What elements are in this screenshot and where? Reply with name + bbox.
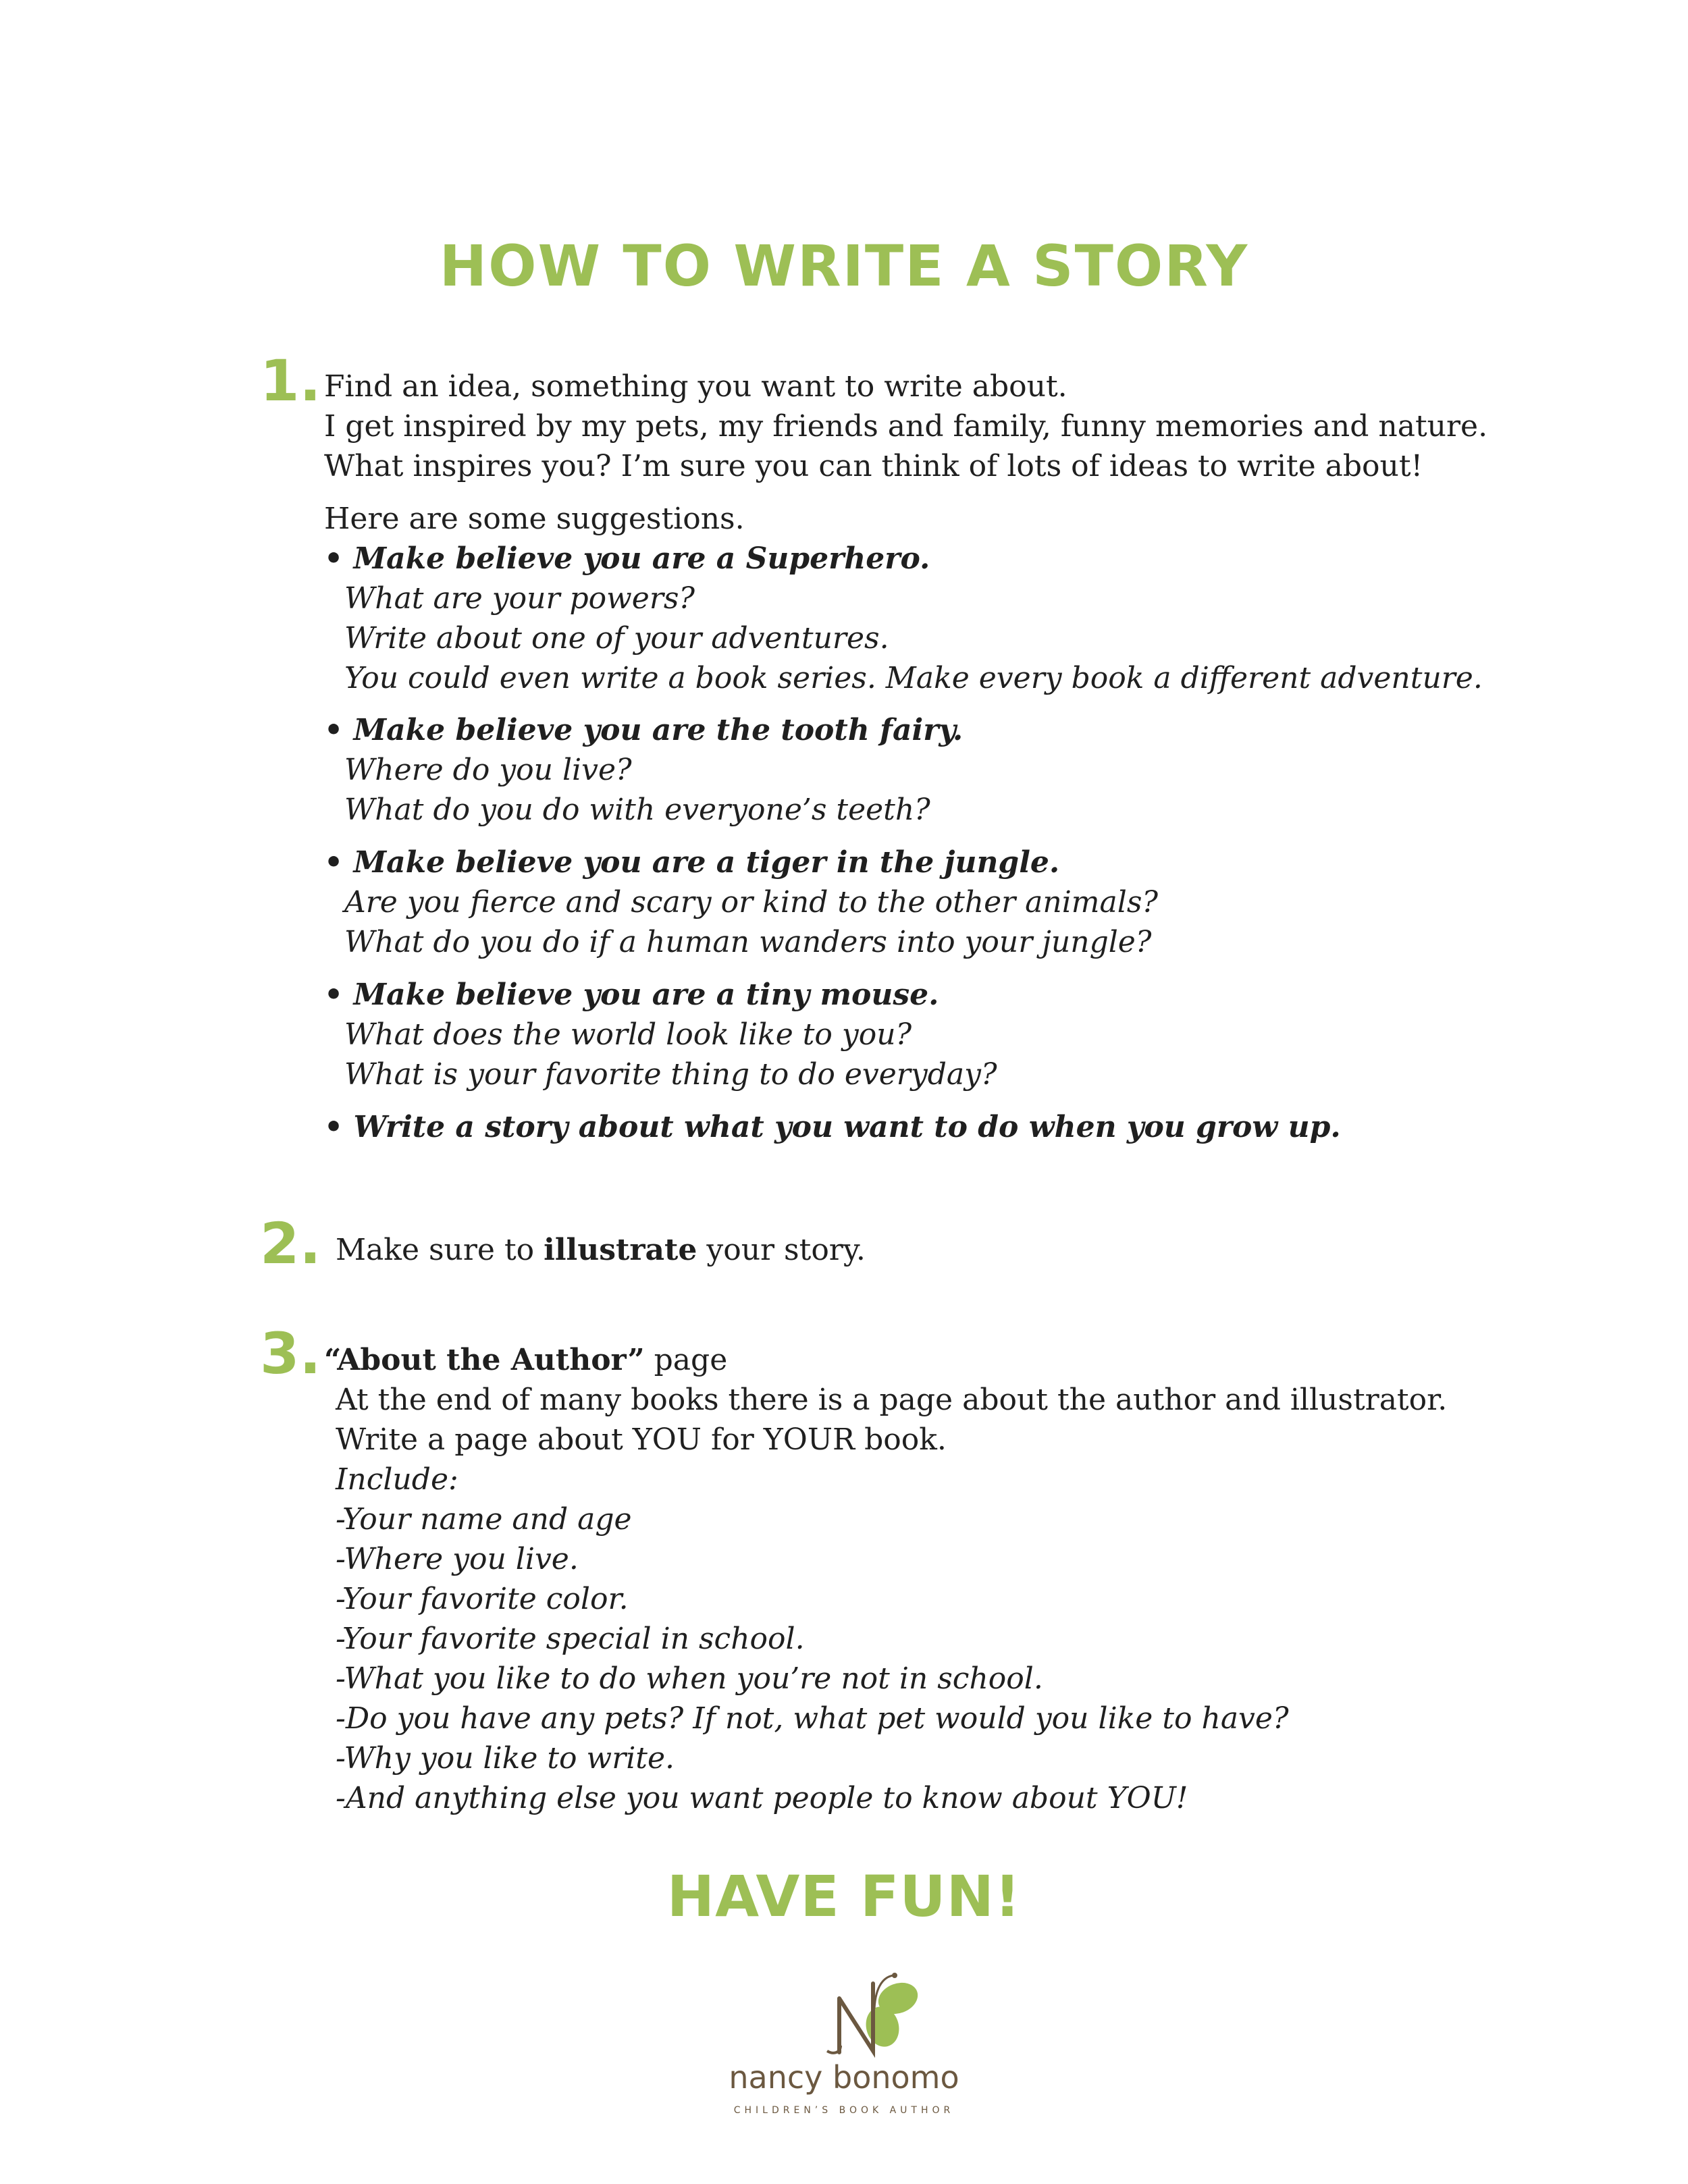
suggestion-heading: Make believe you are a tiny mouse. [353,978,939,1012]
suggestion-superhero [324,542,930,577]
suggestion-heading: Make believe you are a Superhero. [353,541,930,576]
suggestion-line: Are you fierce and scary or kind to the other animals? [344,885,1158,920]
suggestion-line: What are your powers? [344,581,695,616]
include-item: -Do you have any pets? If not, what pet would you like to have? [336,1701,1289,1736]
suggestion-mouse [324,978,939,1013]
logo-name: nancy bonomo [729,2059,959,2096]
suggestion-tooth-fairy [324,714,963,748]
step-3-heading [324,1343,727,1378]
step-3-line: Write a page about YOU for YOUR book. [336,1422,947,1457]
suggestion-tiger [324,846,1059,880]
have-fun-heading: HAVE FUN! [666,1863,1022,1929]
step-1-intro-line: I get inspired by my pets, my friends and family, funny memories and nature. [324,409,1488,444]
include-item: -Why you like to write. [336,1741,675,1776]
include-item: -What you like to do when you’re not in school. [336,1661,1043,1696]
step-2-text-after: your story. [697,1233,866,1267]
suggestion-grow-up [324,1111,1341,1145]
suggestion-line: What do you do with everyone’s teeth? [344,793,930,827]
step-3-line: At the end of many books there is a page about the author and illustrator. [336,1383,1448,1417]
bullet: • [324,845,344,880]
step-1-intro-line: What inspires you? I’m sure you can think of lots of ideas to write about! [324,449,1423,483]
suggestion-heading: Make believe you are the tooth fairy. [353,713,964,747]
suggestion-heading: Write a story about what you want to do when you grow up. [353,1110,1341,1144]
page-title: HOW TO WRITE A STORY [439,233,1249,299]
include-item: -Your name and age [336,1502,632,1537]
suggestion-line: You could even write a book series. Make every book a different adventure. [344,661,1483,695]
include-item: -Your favorite special in school. [336,1622,805,1656]
step-1-number: 1. [260,348,321,414]
bullet: • [324,713,344,747]
suggestion-line: What does the world look like to you? [344,1017,912,1052]
suggestion-line: Write about one of your adventures. [344,621,889,656]
step-3-heading-bold: “About the Author” [324,1343,645,1377]
step-3-number: 3. [260,1321,321,1387]
logo-tagline: CHILDREN’S BOOK AUTHOR [733,2105,955,2116]
nancy-bonomo-logo-icon [820,1971,928,2059]
step-3-heading-rest: page [644,1343,728,1377]
suggestions-heading: Here are some suggestions. [324,502,745,536]
suggestion-heading: Make believe you are a tiger in the jungle. [353,845,1060,880]
bullet: • [324,978,344,1012]
include-item: -Your favorite color. [336,1582,629,1616]
include-item: -Where you live. [336,1542,579,1576]
step-2-number: 2. [260,1210,321,1277]
suggestion-line: What is your favorite thing to do everyday? [344,1057,997,1092]
step-2-text [336,1233,866,1268]
step-2-text-bold: illustrate [544,1233,697,1267]
step-2-text-before: Make sure to [336,1233,544,1267]
include-item: -And anything else you want people to know about YOU! [336,1781,1188,1815]
include-label: Include: [336,1462,458,1497]
suggestion-line: Where do you live? [344,753,632,787]
step-1-intro-line: Find an idea, something you want to write about. [324,369,1067,404]
bullet: • [324,1110,344,1144]
bullet: • [324,541,344,576]
suggestion-line: What do you do if a human wanders into your jungle? [344,925,1152,959]
